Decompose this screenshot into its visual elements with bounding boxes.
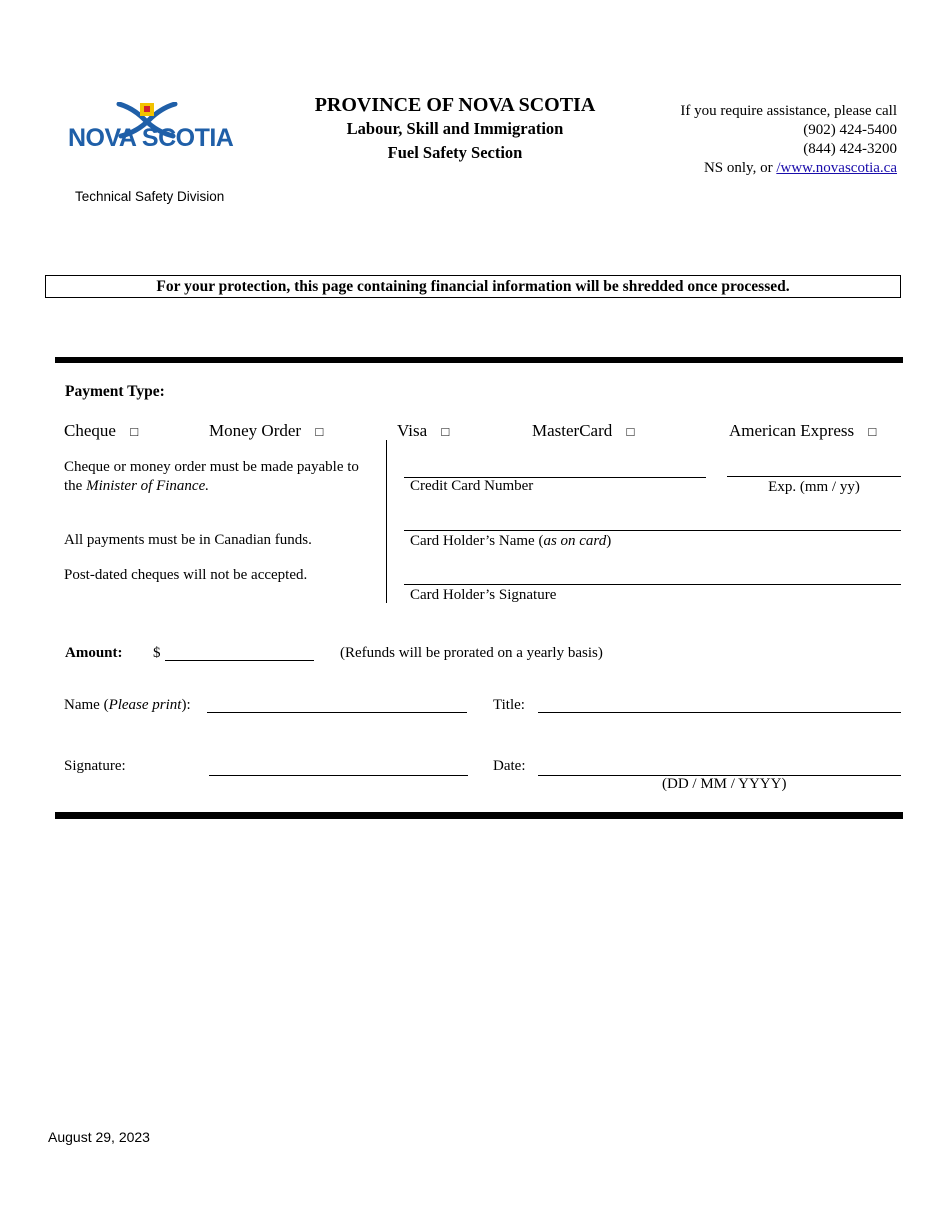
card-holder-name-emph: as on card [543,533,607,549]
title-label: Title: [493,697,525,713]
payment-type-heading: Payment Type: [65,383,165,400]
form-top-divider [55,357,903,363]
amount-label: Amount: [65,645,123,661]
checkbox-money-order[interactable]: □ [315,424,324,439]
contact-line: If you require assistance, please call [680,103,897,119]
card-holder-name-text: Card Holder’s Name ( [410,533,544,549]
name-label-text: Name ( [64,697,109,713]
checkbox-american-express[interactable]: □ [868,424,877,439]
name-label-close: ): [181,697,191,713]
footer-date: August 29, 2023 [48,1129,150,1145]
logo [68,100,238,155]
signature-input[interactable] [209,775,468,776]
card-expiry-input[interactable] [727,476,901,477]
option-mastercard-label: MasterCard [532,421,613,440]
payee-name: Minister of Finance. [86,478,209,494]
checkbox-visa[interactable]: □ [441,424,450,439]
website-link[interactable]: /www.novascotia.ca [776,160,897,176]
form-bottom-divider [55,812,903,819]
section-label: Fuel Safety Section [387,143,523,162]
phone-2: (844) 424-3200 [803,141,897,157]
cheque-note-line2 [64,477,384,496]
option-cheque[interactable] [64,421,138,441]
contact-block [597,102,897,178]
currency-symbol: $ [153,645,161,661]
option-american-express-label: American Express [729,421,855,440]
cheque-note-line1: Cheque or money order must be made payable to [64,459,359,475]
logo-text: NOVA SCOTIA [68,124,234,152]
card-number-label: Credit Card Number [410,478,534,494]
department-label: Labour, Skill and Immigration [346,119,564,138]
contact-web [597,159,897,178]
cheque-note-prefix: the [64,478,87,494]
card-holder-signature-label: Card Holder’s Signature [410,587,557,603]
option-american-express[interactable] [729,421,876,441]
option-money-order[interactable] [209,421,323,441]
option-mastercard[interactable] [532,421,634,441]
amount-input[interactable] [165,660,314,661]
signature-label: Signature: [64,758,126,774]
card-holder-name-close: ) [606,533,612,549]
cheque-note [64,458,384,496]
card-expiry-label: Exp. (mm / yy) [768,479,860,495]
checkbox-cheque[interactable]: □ [130,424,139,439]
date-format-hint: (DD / MM / YYYY) [662,776,787,792]
title-input[interactable] [538,712,901,713]
name-label [64,697,191,714]
card-holder-signature-input[interactable] [404,584,901,585]
checkbox-mastercard[interactable]: □ [626,424,635,439]
post-dated-note: Post-dated cheques will not be accepted. [64,567,308,583]
phone-1: (902) 424-5400 [803,122,897,138]
canadian-funds-note: All payments must be in Canadian funds. [64,532,312,548]
ns-only-text: NS only, or [703,160,777,176]
option-money-order-label: Money Order [209,421,302,440]
option-visa-label: Visa [397,421,428,440]
payment-column-divider [386,440,387,603]
card-holder-name-input[interactable] [404,530,901,531]
shred-notice: For your protection, this page containing financial information will be shredded once processed. [45,275,901,298]
division-label: Technical Safety Division [75,189,225,204]
date-label: Date: [493,758,526,774]
card-holder-name-label [410,533,611,550]
name-label-emph: Please print [108,697,182,713]
page-title: PROVINCE OF NOVA SCOTIA [314,94,596,116]
option-visa[interactable] [397,421,449,441]
option-cheque-label: Cheque [64,421,116,440]
name-input[interactable] [207,712,467,713]
refund-note: (Refunds will be prorated on a yearly basis) [340,645,603,661]
